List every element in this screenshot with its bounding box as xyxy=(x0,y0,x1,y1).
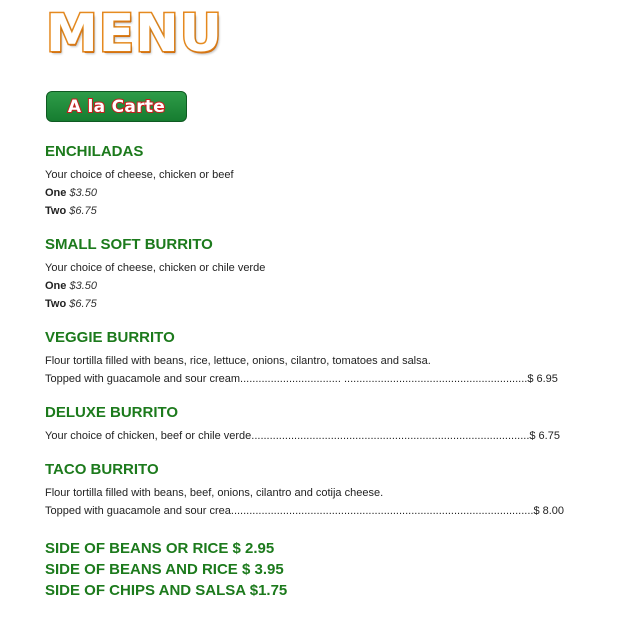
price-one xyxy=(45,277,590,295)
price-one xyxy=(45,184,590,202)
price-one-value: $3.50 xyxy=(69,187,97,199)
section-taco-burrito xyxy=(45,461,590,520)
section-title: TACO BURRITO xyxy=(45,461,159,478)
section-enchiladas xyxy=(45,143,590,220)
price-two xyxy=(45,202,590,220)
item-price-line: Topped with guacamole and sour cream................................. ............................................................$ 6.95 xyxy=(45,373,558,385)
section-small-soft-burrito xyxy=(45,236,590,313)
item-description: Flour tortilla filled with beans, beef, onions, cilantro and cotija cheese. xyxy=(45,487,384,499)
a-la-carte-label: A la Carte xyxy=(67,96,166,117)
price-two-label: Two xyxy=(45,205,67,217)
section-title: ENCHILADAS xyxy=(45,143,144,160)
item-price-line: Topped with guacamole and sour crea...................................................................................................$ 8.00 xyxy=(45,505,565,517)
section-title: SMALL SOFT BURRITO xyxy=(45,236,213,253)
section-title: VEGGIE BURRITO xyxy=(45,329,175,346)
price-two xyxy=(45,295,590,313)
price-one-label: One xyxy=(45,280,67,292)
a-la-carte-badge xyxy=(46,91,187,122)
price-one-label: One xyxy=(45,187,67,199)
item-price-line: Your choice of chicken, beef or chile verde...........................................................................................$ 6.75 xyxy=(45,430,560,442)
item-description: Flour tortilla filled with beans, rice, lettuce, onions, cilantro, tomatoes and salsa. xyxy=(45,355,431,367)
side-item: SIDE OF BEANS AND RICE $ 3.95 xyxy=(45,561,284,578)
side-item: SIDE OF BEANS OR RICE $ 2.95 xyxy=(45,540,275,557)
price-one-value: $3.50 xyxy=(69,280,97,292)
section-title: DELUXE BURRITO xyxy=(45,404,179,421)
section-veggie-burrito xyxy=(45,329,590,388)
price-two-value: $6.75 xyxy=(69,205,97,217)
section-deluxe-burrito xyxy=(45,404,590,445)
item-description: Your choice of cheese, chicken or beef xyxy=(45,169,234,181)
item-description: Your choice of cheese, chicken or chile verde xyxy=(45,262,266,274)
price-two-label: Two xyxy=(45,298,67,310)
menu-title: MENU xyxy=(46,4,224,64)
price-two-value: $6.75 xyxy=(69,298,97,310)
side-item: SIDE OF CHIPS AND SALSA $1.75 xyxy=(45,582,288,599)
